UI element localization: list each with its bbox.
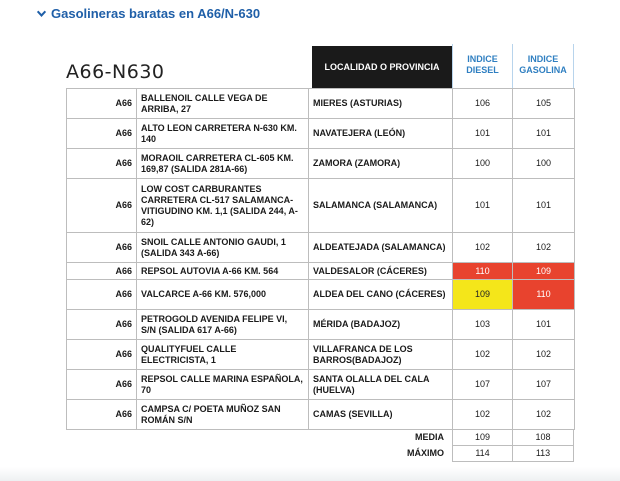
bottom-shade [0, 467, 620, 481]
location-cell: VILLAFRANCA DE LOS BARROS(BADAJOZ) [309, 340, 453, 370]
diesel-index-cell: 102 [453, 400, 513, 430]
gasoline-index-cell: 102 [513, 233, 575, 263]
location-cell: CAMAS (SEVILLA) [309, 400, 453, 430]
location-cell: ZAMORA (ZAMORA) [309, 149, 453, 179]
table-title: A66-N630 [66, 61, 165, 83]
summary-row [66, 430, 574, 446]
address-cell: ALTO LEON CARRETERA N-630 KM. 140 [137, 119, 309, 149]
address-cell: REPSOL CALLE MARINA ESPAÑOLA, 70 [137, 370, 309, 400]
diesel-index-cell: 106 [453, 89, 513, 119]
diesel-index-cell: 103 [453, 310, 513, 340]
summary-row [66, 446, 574, 462]
road-cell: A66 [67, 233, 137, 263]
header-location: LOCALIDAD O PROVINCIA [312, 46, 452, 88]
table-row [67, 280, 575, 310]
table-row [67, 310, 575, 340]
gasoline-index-cell: 107 [513, 370, 575, 400]
table-row [67, 179, 575, 233]
summary-diesel: 109 [452, 430, 512, 446]
table-row [67, 119, 575, 149]
location-cell: SALAMANCA (SALAMANCA) [309, 179, 453, 233]
fuel-price-table [66, 44, 574, 462]
address-cell: REPSOL AUTOVIA A-66 KM. 564 [137, 263, 309, 280]
road-cell: A66 [67, 400, 137, 430]
summary-label: MEDIA [415, 432, 444, 442]
location-cell: VALDESALOR (CÁCERES) [309, 263, 453, 280]
location-cell: NAVATEJERA (LEÓN) [309, 119, 453, 149]
address-cell: PETROGOLD AVENIDA FELIPE VI, S/N (SALIDA 617 A-66) [137, 310, 309, 340]
table-row [67, 89, 575, 119]
table-row [67, 233, 575, 263]
road-cell: A66 [67, 149, 137, 179]
header-gasoline: INDICE GASOLINA [512, 44, 574, 88]
address-cell: MORAOIL CARRETERA CL-605 KM. 169,87 (SALIDA 281A-66) [137, 149, 309, 179]
table-row [67, 400, 575, 430]
gasoline-index-cell: 100 [513, 149, 575, 179]
table-row [67, 149, 575, 179]
gasoline-index-cell: 102 [513, 340, 575, 370]
gasoline-index-cell: 102 [513, 400, 575, 430]
diesel-index-cell: 102 [453, 340, 513, 370]
table-row [67, 340, 575, 370]
section-toggle-link[interactable] [36, 6, 260, 21]
road-cell: A66 [67, 370, 137, 400]
summary-gasoline: 113 [512, 446, 574, 462]
location-cell: SANTA OLALLA DEL CALA (HUELVA) [309, 370, 453, 400]
gasoline-index-cell: 109 [513, 263, 575, 280]
gasoline-index-cell: 105 [513, 89, 575, 119]
address-cell: VALCARCE A-66 KM. 576,000 [137, 280, 309, 310]
table-row [67, 263, 575, 280]
address-cell: QUALITYFUEL CALLE ELECTRICISTA, 1 [137, 340, 309, 370]
road-cell: A66 [67, 179, 137, 233]
table-header [66, 44, 574, 88]
location-cell: MÉRIDA (BADAJOZ) [309, 310, 453, 340]
diesel-index-cell: 100 [453, 149, 513, 179]
road-cell: A66 [67, 310, 137, 340]
location-cell: MIERES (ASTURIAS) [309, 89, 453, 119]
location-cell: ALDEATEJADA (SALAMANCA) [309, 233, 453, 263]
gasoline-index-cell: 101 [513, 179, 575, 233]
address-cell: CAMPSA C/ POETA MUÑOZ SAN ROMÁN S/N [137, 400, 309, 430]
road-cell: A66 [67, 340, 137, 370]
diesel-index-cell: 107 [453, 370, 513, 400]
gasoline-index-cell: 110 [513, 280, 575, 310]
diesel-index-cell: 101 [453, 179, 513, 233]
diesel-index-cell: 110 [453, 263, 513, 280]
section-link-label: Gasolineras baratas en A66/N-630 [51, 6, 261, 21]
gasoline-index-cell: 101 [513, 310, 575, 340]
summary-diesel: 114 [452, 446, 512, 462]
road-cell: A66 [67, 280, 137, 310]
chevron-down-icon [36, 8, 47, 19]
diesel-index-cell: 101 [453, 119, 513, 149]
address-cell: SNOIL CALLE ANTONIO GAUDI, 1 (SALIDA 343 A-66) [137, 233, 309, 263]
road-cell: A66 [67, 89, 137, 119]
station-table [66, 88, 575, 430]
diesel-index-cell: 109 [453, 280, 513, 310]
header-diesel: INDICE DIESEL [452, 44, 512, 88]
gasoline-index-cell: 101 [513, 119, 575, 149]
road-cell: A66 [67, 263, 137, 280]
location-cell: ALDEA DEL CANO (CÁCERES) [309, 280, 453, 310]
address-cell: BALLENOIL CALLE VEGA DE ARRIBA, 27 [137, 89, 309, 119]
address-cell: LOW COST CARBURANTES CARRETERA CL-517 SALAMANCA-VITIGUDINO KM. 1,1 (SALIDA 244, A-62) [137, 179, 309, 233]
summary-label: MÁXIMO [407, 448, 444, 458]
table-row [67, 370, 575, 400]
summary-gasoline: 108 [512, 430, 574, 446]
road-cell: A66 [67, 119, 137, 149]
diesel-index-cell: 102 [453, 233, 513, 263]
